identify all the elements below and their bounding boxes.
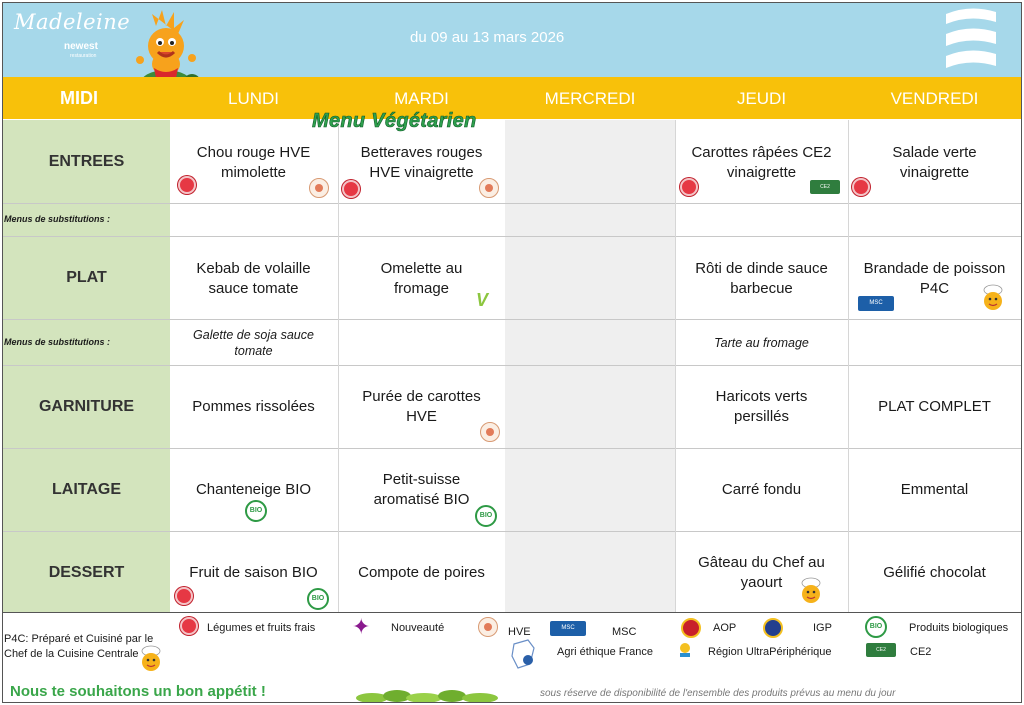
bio-icon: BIO bbox=[245, 500, 267, 522]
page-frame bbox=[2, 2, 1022, 703]
availability-disclaimer: sous réserve de disponibilité de l'ensemble des produits prévus au menu du jour bbox=[540, 688, 896, 699]
day-lundi: LUNDI bbox=[227, 89, 279, 108]
legend-rup: Région UltraPériphérique bbox=[708, 646, 832, 658]
dessert-vendredi: Gélifié chocolat bbox=[883, 564, 986, 581]
new-star-icon: ✦ bbox=[352, 614, 371, 639]
date-range: du 09 au 13 mars 2026 bbox=[410, 29, 565, 46]
laitage-vendredi: Emmental bbox=[900, 481, 969, 498]
entree-lundi: Chou rouge HVE mimolette bbox=[196, 144, 311, 181]
bio-icon: BIO bbox=[865, 616, 887, 638]
bio-icon: BIO bbox=[307, 588, 329, 610]
legend-aop: AOP bbox=[713, 622, 737, 634]
ce2-icon: CE2 bbox=[810, 180, 840, 194]
garniture-mardi: Purée de carottes HVE bbox=[362, 388, 481, 425]
logo-subtitle-small: restauration bbox=[70, 53, 97, 59]
vegetarian-icon: V bbox=[476, 290, 489, 310]
row-label-substitutions: Menus de substitutions : bbox=[4, 214, 111, 224]
garniture-jeudi: Haricots verts persillés bbox=[715, 388, 808, 425]
entree-mardi: Betteraves rouges HVE vinaigrette bbox=[360, 144, 483, 181]
row-label-plat: PLAT bbox=[66, 269, 107, 286]
plat-jeudi: Rôti de dinde sauce barbecue bbox=[695, 260, 828, 297]
substitution-lundi: Galette de soja sauce tomate bbox=[193, 328, 314, 358]
entree-jeudi: Carottes râpées CE2 vinaigrette bbox=[691, 144, 832, 181]
meal-label: MIDI bbox=[60, 88, 98, 108]
laitage-lundi: Chanteneige BIO bbox=[195, 481, 312, 498]
legend-p4c: P4C: Préparé et Cuisiné par le Chef de la Cuisine Centrale bbox=[4, 633, 154, 660]
legend-nouveaute: Nouveauté bbox=[391, 622, 445, 634]
plat-vendredi: Brandade de poisson P4C bbox=[863, 260, 1006, 297]
day-jeudi: JEUDI bbox=[736, 89, 787, 108]
plat-lundi: Kebab de volaille sauce tomate bbox=[196, 260, 311, 297]
day-vendredi: VENDREDI bbox=[890, 89, 979, 108]
row-label-dessert: DESSERT bbox=[48, 564, 125, 581]
legend-igp: IGP bbox=[813, 622, 832, 634]
row-label-laitage: LAITAGE bbox=[51, 481, 122, 498]
dessert-jeudi: Gâteau du Chef au yaourt bbox=[698, 554, 825, 591]
legend-legumes: Légumes et fruits frais bbox=[207, 622, 316, 634]
logo-subtitle: newest bbox=[64, 41, 98, 52]
substitution-jeudi: Tarte au fromage bbox=[714, 336, 809, 350]
row-label-entrees: ENTREES bbox=[48, 153, 125, 170]
row-label-substitutions: Menus de substitutions : bbox=[4, 337, 111, 347]
plat-mardi: Omelette au fromage bbox=[380, 260, 463, 297]
legend-hve: HVE bbox=[508, 626, 531, 638]
dessert-mardi: Compote de poires bbox=[358, 564, 485, 581]
day-mercredi: MERCREDI bbox=[544, 89, 636, 108]
bon-appetit-message: Nous te souhaitons un bon appétit ! bbox=[10, 683, 266, 700]
ce2-icon: CE2 bbox=[866, 643, 896, 657]
legend-msc: MSC bbox=[612, 626, 637, 638]
laitage-jeudi: Carré fondu bbox=[721, 481, 802, 498]
bio-icon: BIO bbox=[475, 505, 497, 527]
garniture-vendredi: PLAT COMPLET bbox=[878, 398, 991, 415]
msc-icon: MSC bbox=[550, 621, 586, 636]
laitage-mardi: Petit-suisse aromatisé BIO bbox=[373, 471, 470, 508]
dessert-lundi: Fruit de saison BIO bbox=[189, 564, 318, 581]
legend-agri-ethique: Agri éthique France bbox=[557, 646, 653, 658]
vegetarian-menu-banner: Menu Végétarien bbox=[312, 110, 477, 132]
garniture-lundi: Pommes rissolées bbox=[192, 398, 315, 415]
logo: Madeleine bbox=[14, 10, 131, 34]
legend-bio: Produits biologiques bbox=[909, 622, 1009, 634]
row-label-garniture: GARNITURE bbox=[38, 398, 135, 415]
legend-ce2: CE2 bbox=[910, 646, 932, 658]
day-mardi: MARDI bbox=[394, 89, 449, 108]
entree-vendredi: Salade verte vinaigrette bbox=[892, 144, 977, 181]
msc-icon: MSC bbox=[858, 296, 894, 311]
